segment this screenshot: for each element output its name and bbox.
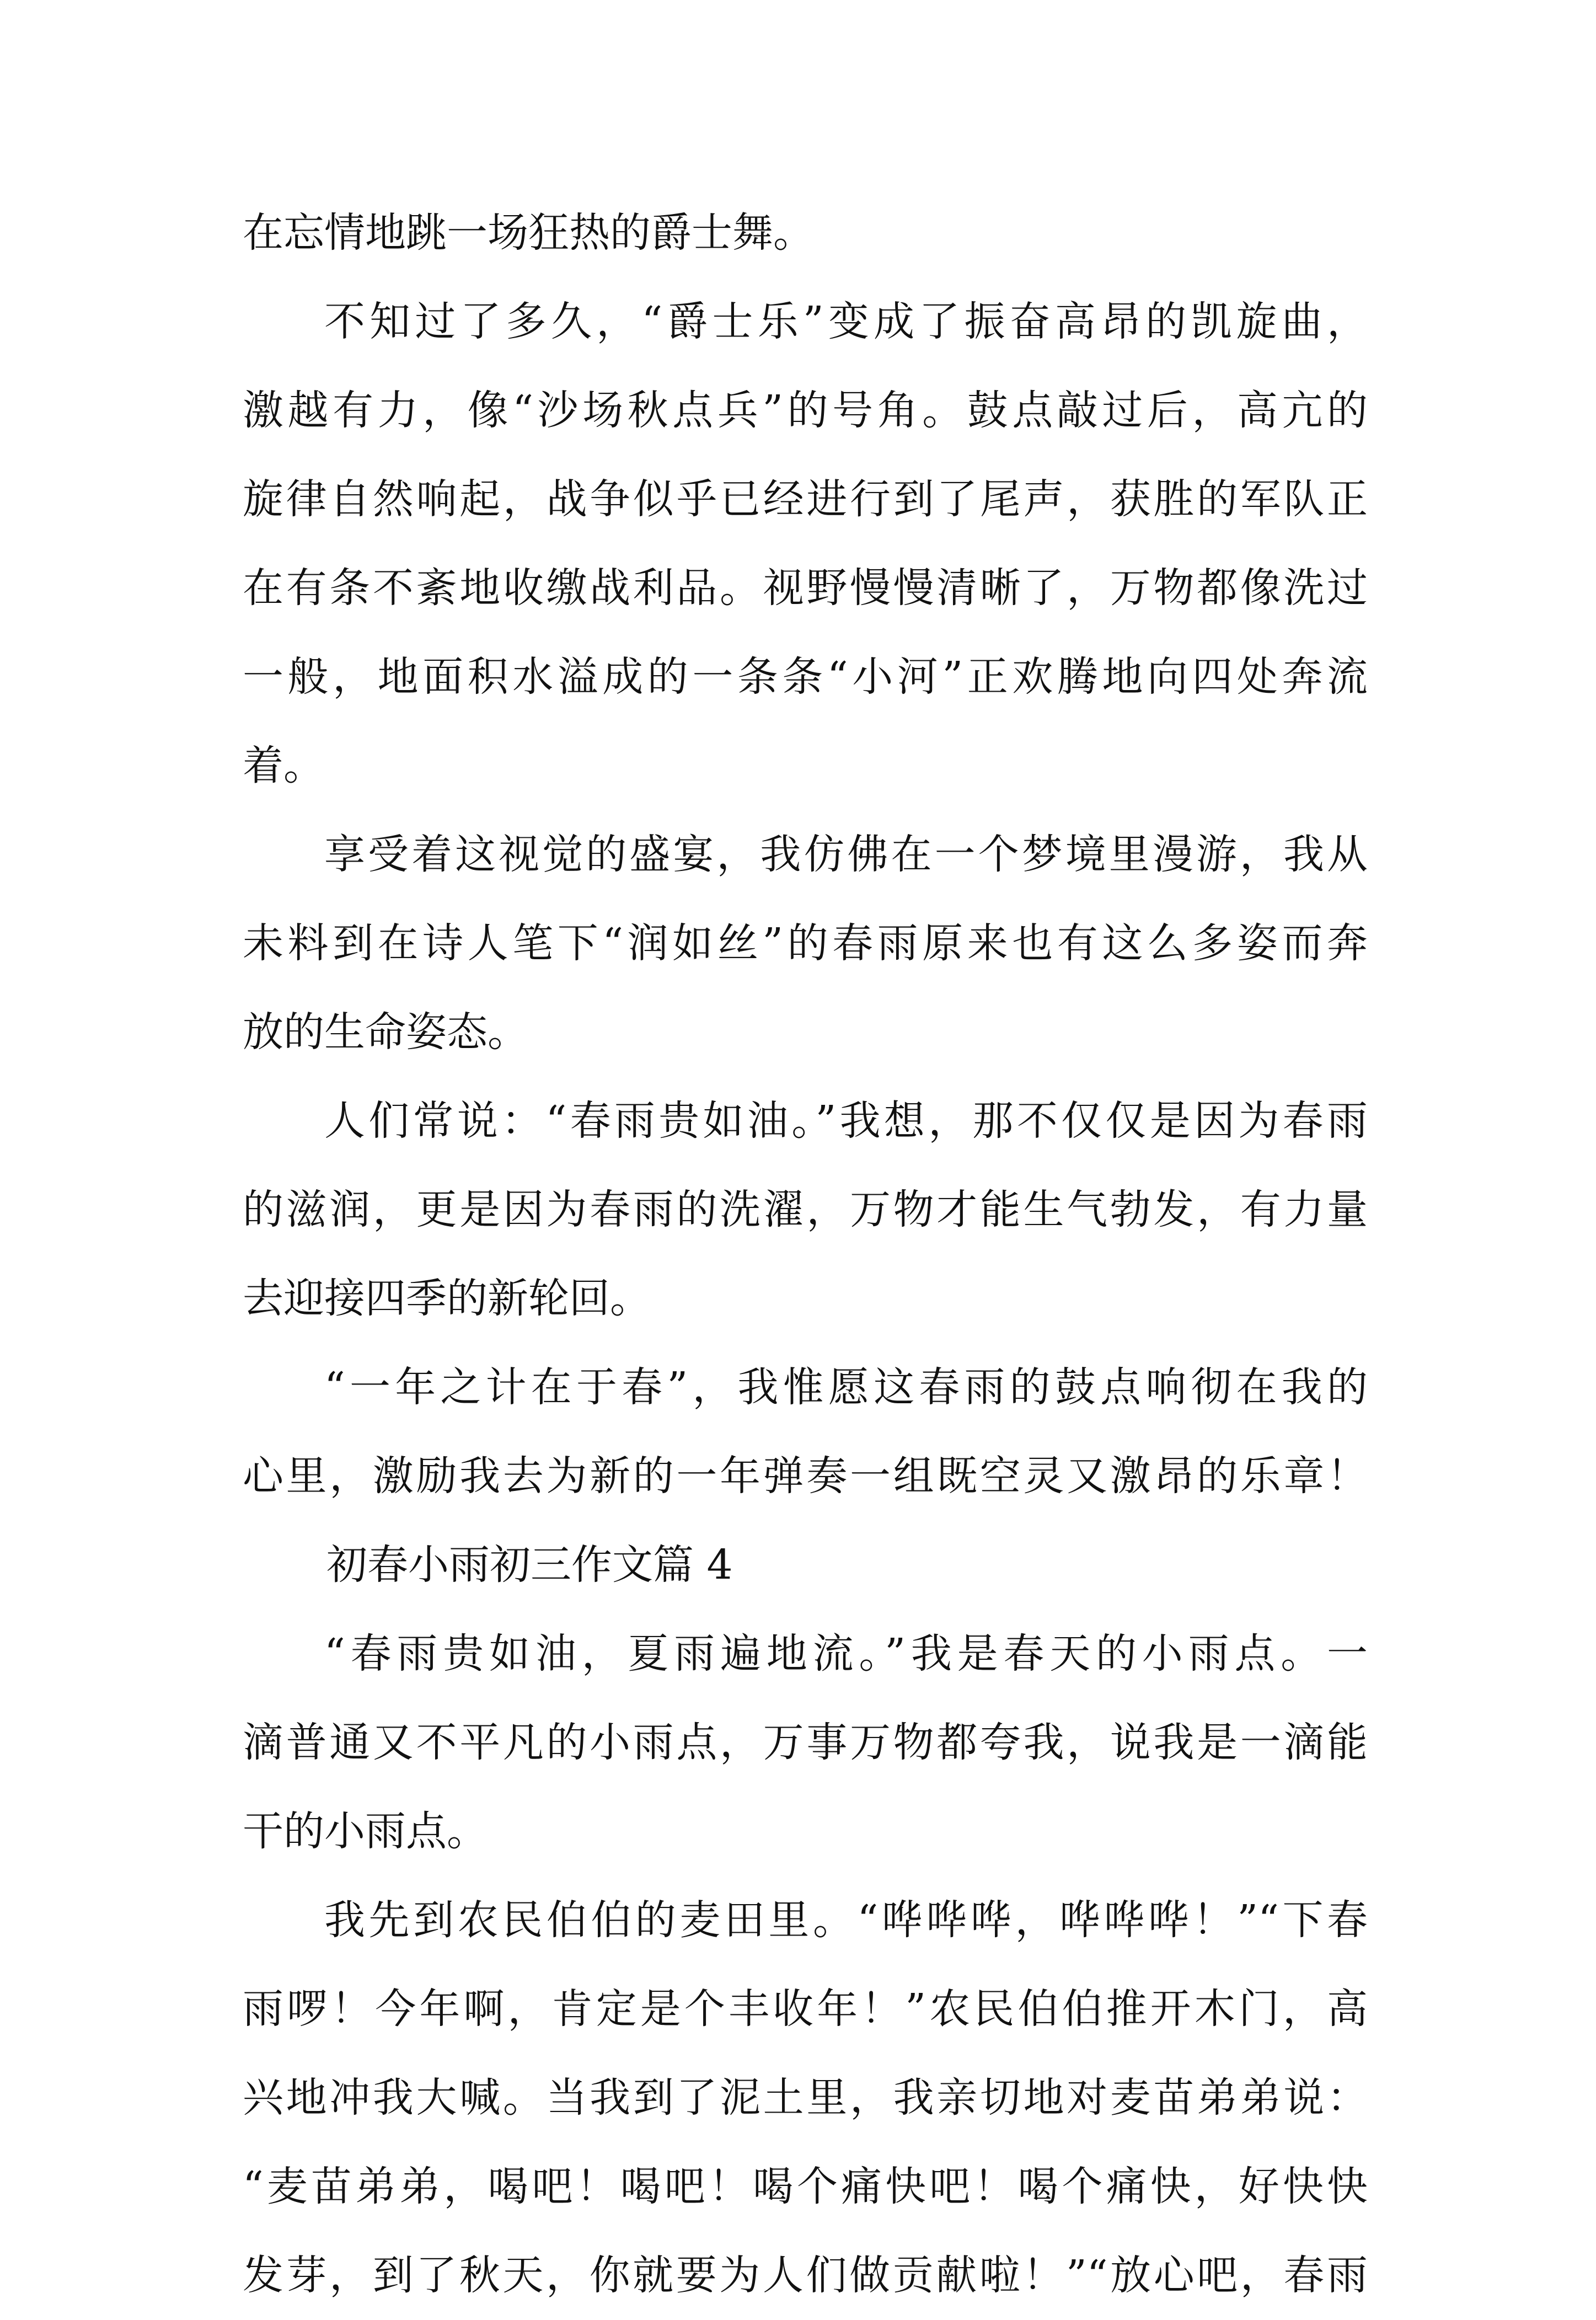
text-line: 的滋润，更是因为春雨的洗濯，万物才能生气勃发，有力量	[243, 1186, 1368, 1233]
text-line: 心里，激励我去为新的一年弹奏一组既空灵又激昂的乐章！	[243, 1452, 1368, 1500]
text-line: 未料到在诗人笔下“润如丝”的春雨原来也有这么多姿而奔	[243, 920, 1368, 967]
text-line: 兴地冲我大喊。当我到了泥土里，我亲切地对麦苗弟弟说：	[243, 2074, 1368, 2121]
text-line: 滴普通又不平凡的小雨点，万事万物都夸我，说我是一滴能	[243, 1719, 1368, 1766]
paragraph-first-line: “春雨贵如油，夏雨遍地流。”我是春天的小雨点。一	[324, 1630, 1368, 1677]
text-line: “麦苗弟弟，喝吧！喝吧！喝个痛快吧！喝个痛快，好快快	[243, 2163, 1368, 2210]
text-line: 激越有力，像“沙场秋点兵”的号角。鼓点敲过后，高亢的	[243, 387, 1368, 434]
text-line: 着。	[243, 742, 324, 789]
text-line: 干的小雨点。	[243, 1808, 488, 1855]
section-heading: 初春小雨初三作文篇 4	[326, 1541, 733, 1589]
paragraph-first-line: 人们常说：“春雨贵如油。”我想，那不仅仅是因为春雨	[324, 1097, 1368, 1145]
text-line: 去迎接四季的新轮回。	[243, 1275, 651, 1322]
text-line: 一般，地面积水溢成的一条条“小河”正欢腾地向四处奔流	[243, 653, 1368, 701]
text-line: 发芽，到了秋天，你就要为人们做贡献啦！”“放心吧，春雨	[243, 2252, 1368, 2299]
paragraph-first-line: 享受着这视觉的盛宴，我仿佛在一个梦境里漫游，我从	[324, 831, 1368, 878]
text-line: 雨啰！今年啊，肯定是个丰收年！”农民伯伯推开木门，高	[243, 1985, 1368, 2033]
paragraph-first-line: “一年之计在于春”，我惟愿这春雨的鼓点响彻在我的	[324, 1364, 1368, 1411]
paragraph-first-line: 不知过了多久，“爵士乐”变成了振奋高昂的凯旋曲，	[324, 298, 1368, 345]
text-line: 旋律自然响起，战争似乎已经进行到了尾声，获胜的军队正	[243, 475, 1368, 523]
article-body	[243, 189, 1368, 2320]
paragraph-first-line: 我先到农民伯伯的麦田里。“哗哗哗，哗哗哗！”“下春	[324, 1896, 1368, 1944]
text-line: 放的生命姿态。	[243, 1008, 528, 1056]
text-line: 在忘情地跳一场狂热的爵士舞。	[243, 209, 814, 256]
text-line: 在有条不紊地收缴战利品。视野慢慢清晰了，万物都像洗过	[243, 564, 1368, 612]
